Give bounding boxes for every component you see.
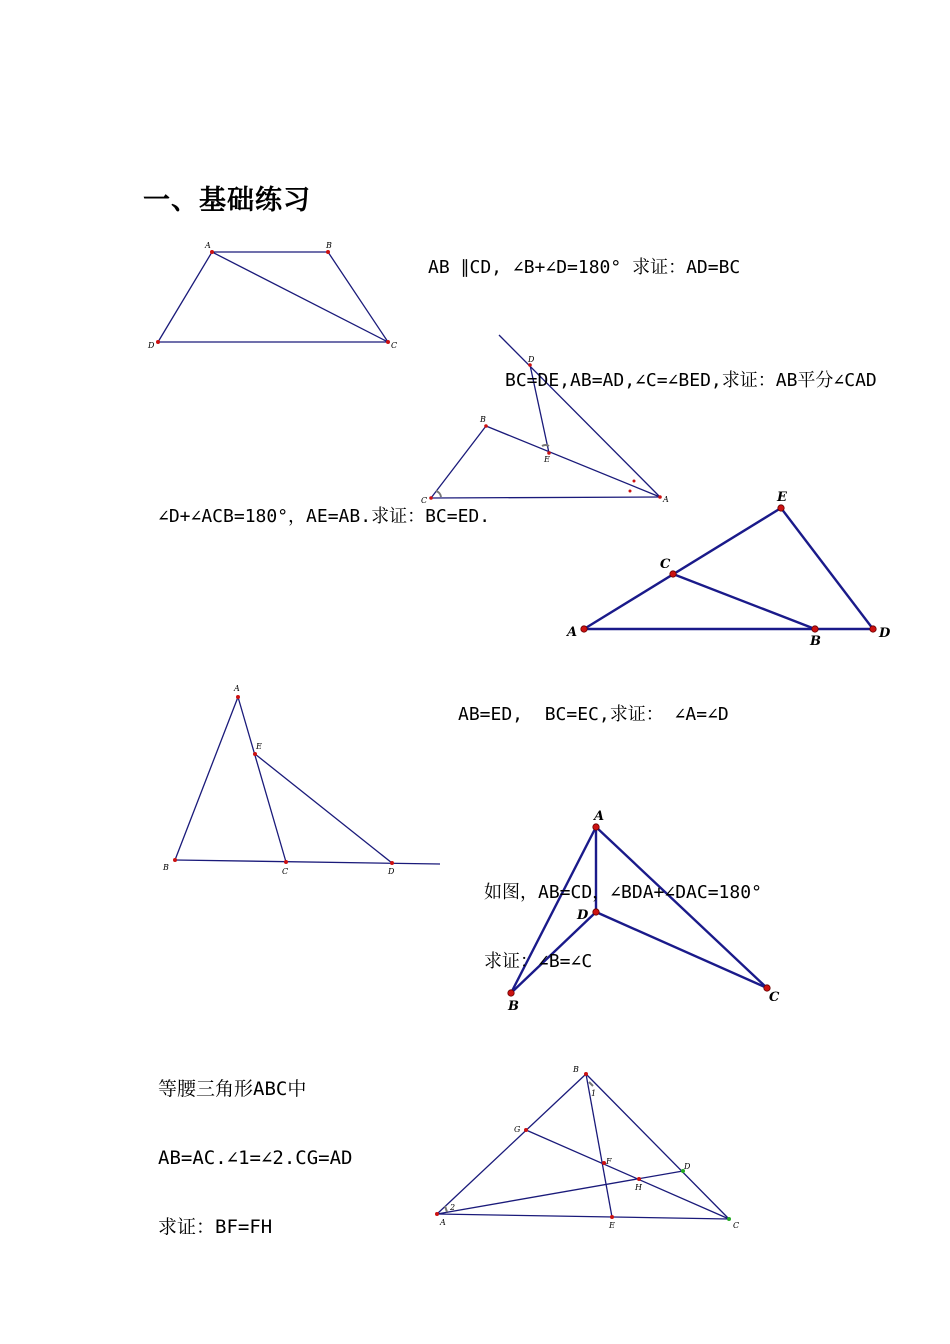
label-E: E [609, 1221, 615, 1230]
segment-BE [586, 1074, 612, 1217]
label-angle-1: 1 [591, 1089, 597, 1098]
point-C [727, 1217, 731, 1221]
label-D: D [528, 355, 535, 364]
segment-AD [437, 1171, 683, 1214]
label-F: F [606, 1157, 612, 1166]
label-D: D [879, 626, 891, 641]
label-C: C [769, 990, 780, 1005]
segment-AC [437, 1214, 729, 1219]
problem-1-text: AB ∥CD, ∠B+∠D=180° 求证：AD=BC [428, 257, 741, 278]
segment-BC [586, 1074, 729, 1219]
problem-6-line-1: 等腰三角形ABC中 [158, 1078, 307, 1100]
label-H: H [635, 1183, 642, 1192]
label-B: B [810, 634, 821, 649]
angle-1-mark [589, 1082, 593, 1086]
label-A: A [567, 625, 578, 640]
label-D: D [148, 341, 155, 350]
label-C: C [282, 867, 289, 876]
problem-4-text: AB=ED, BC=EC,求证： ∠A=∠D [458, 704, 729, 725]
point-A [435, 1212, 439, 1216]
point-G [524, 1128, 528, 1132]
problem-2-text: BC=DE,AB=AD,∠C=∠BED,求证：AB平分∠CAD [505, 370, 877, 391]
point-B [584, 1072, 588, 1076]
label-angle-2: 2 [450, 1203, 456, 1212]
angle-2-mark [445, 1206, 447, 1212]
problem-3-text: ∠D+∠ACB=180°，AE=AB.求证：BC=ED. [158, 506, 491, 527]
label-B: B [573, 1065, 579, 1074]
label-A: A [594, 809, 605, 824]
label-G: G [514, 1125, 521, 1134]
label-A: A [440, 1218, 446, 1227]
label-B: B [326, 241, 332, 250]
label-C: C [391, 341, 398, 350]
label-D: D [684, 1162, 691, 1171]
label-D: D [577, 908, 589, 923]
section-title: 一、基础练习 [143, 185, 311, 216]
label-D: D [388, 867, 395, 876]
point-H [637, 1177, 641, 1181]
problem-5-line-1: 如图，AB=CD，∠BDA+∠DAC=180° [484, 882, 762, 903]
label-E: E [544, 455, 550, 464]
problem-5-line-2: 求证：∠B=∠C [484, 951, 593, 972]
label-E: E [777, 490, 787, 505]
segment-GC [526, 1130, 729, 1219]
label-A: A [205, 241, 211, 250]
label-E: E [256, 742, 262, 751]
label-C: C [421, 496, 428, 505]
label-B: B [163, 863, 169, 872]
segment-AB [437, 1074, 586, 1214]
label-A: A [234, 684, 240, 693]
label-C: C [733, 1221, 740, 1230]
label-B: B [508, 999, 519, 1014]
problem-6-line-2: AB=AC.∠1=∠2.CG=AD [158, 1147, 353, 1169]
label-B: B [480, 415, 486, 424]
problem-6-line-3: 求证：BF=FH [158, 1216, 273, 1238]
point-E [610, 1215, 614, 1219]
label-C: C [660, 557, 671, 572]
label-A: A [663, 495, 669, 504]
